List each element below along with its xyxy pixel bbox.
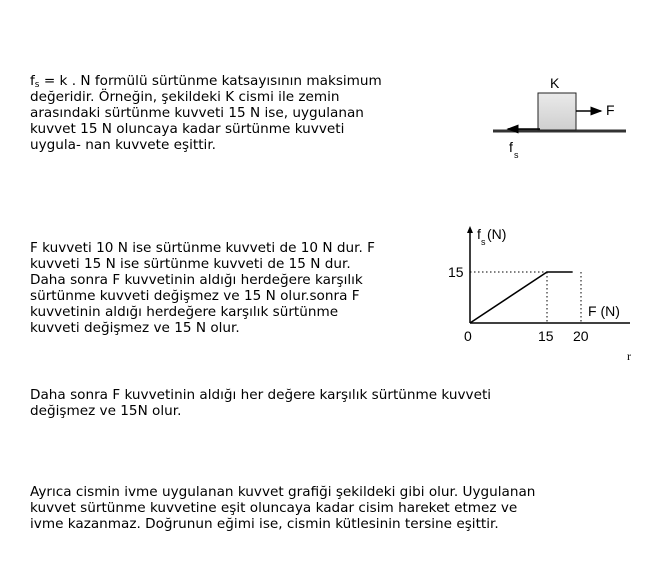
paragraph-line: değeridir. Örneğin, şekildeki K cismi ile zemin (30, 89, 340, 105)
paragraph-line: değişmez ve 15N olur. (30, 403, 182, 419)
paragraph-line: Daha sonra F kuvvetinin aldığı herdeğere karşılık (30, 272, 363, 288)
paragraph-line: kuvveti değişmez ve 15 N olur. (30, 320, 240, 336)
paragraph-line: kuvvet sürtünme kuvvetine eşit oluncaya kadar cisim hareket etmez ve (30, 500, 518, 516)
x-tick-label-20: 20 (573, 328, 589, 344)
x-axis-label: F (N) (588, 303, 620, 319)
friction-label-subscript: s (514, 150, 519, 160)
y-axis-label-unit: (N) (487, 226, 507, 242)
formula-f: f (30, 73, 35, 89)
paragraph-constant-friction (30, 387, 491, 419)
paragraph-line: kuvveti 15 N ise sürtünme kuvveti de 15 N dur. (30, 256, 351, 272)
force-label: F (606, 102, 615, 118)
block-label: K (550, 75, 560, 91)
formula-rest: = k . N formülü sürtünme katsayısının maksimum (39, 73, 382, 89)
paragraph-line: sürtünme kuvveti değişmez ve 15 N olur.sonra F (30, 288, 360, 304)
paragraph-line: arasındaki sürtünme kuvveti 15 N ise, uygulanan (30, 105, 364, 121)
paragraph-line: F kuvveti 10 N ise sürtünme kuvveti de 10 N dur. F (30, 240, 375, 256)
y-axis-label-subscript: s (481, 237, 486, 247)
paragraph-line: kuvvet 15 N oluncaya kadar sürtünme kuvveti (30, 121, 345, 137)
formula-subscript: s (34, 80, 40, 90)
origin-label: 0 (464, 328, 472, 344)
paragraph-line: uygula- nan kuvvete eşittir. (30, 137, 216, 153)
paragraph-line: Daha sonra F kuvvetinin aldığı her değere karşılık sürtünme kuvveti (30, 387, 492, 403)
paragraph-line: kuvvetinin aldığı herdeğere karşılık sürtünme (30, 304, 339, 320)
y-axis-label-f: f (477, 226, 481, 242)
friction-label: f (509, 139, 513, 155)
paragraph-line: Ayrıca cismin ivme uygulanan kuvvet grafiği şekildeki gibi olur. Uygulanan (30, 484, 536, 500)
y-tick-label: 15 (448, 264, 464, 280)
y-axis-arrow-icon (467, 226, 473, 233)
x-tick-label-15: 15 (538, 328, 554, 344)
paragraph-line: ivme kazanmaz. Doğrunun eğimi ise, cismin kütlesinin tersine eşittir. (30, 516, 499, 532)
friction-curve (470, 272, 573, 323)
paragraph-acceleration (30, 484, 535, 532)
stray-mark: r (627, 349, 631, 363)
